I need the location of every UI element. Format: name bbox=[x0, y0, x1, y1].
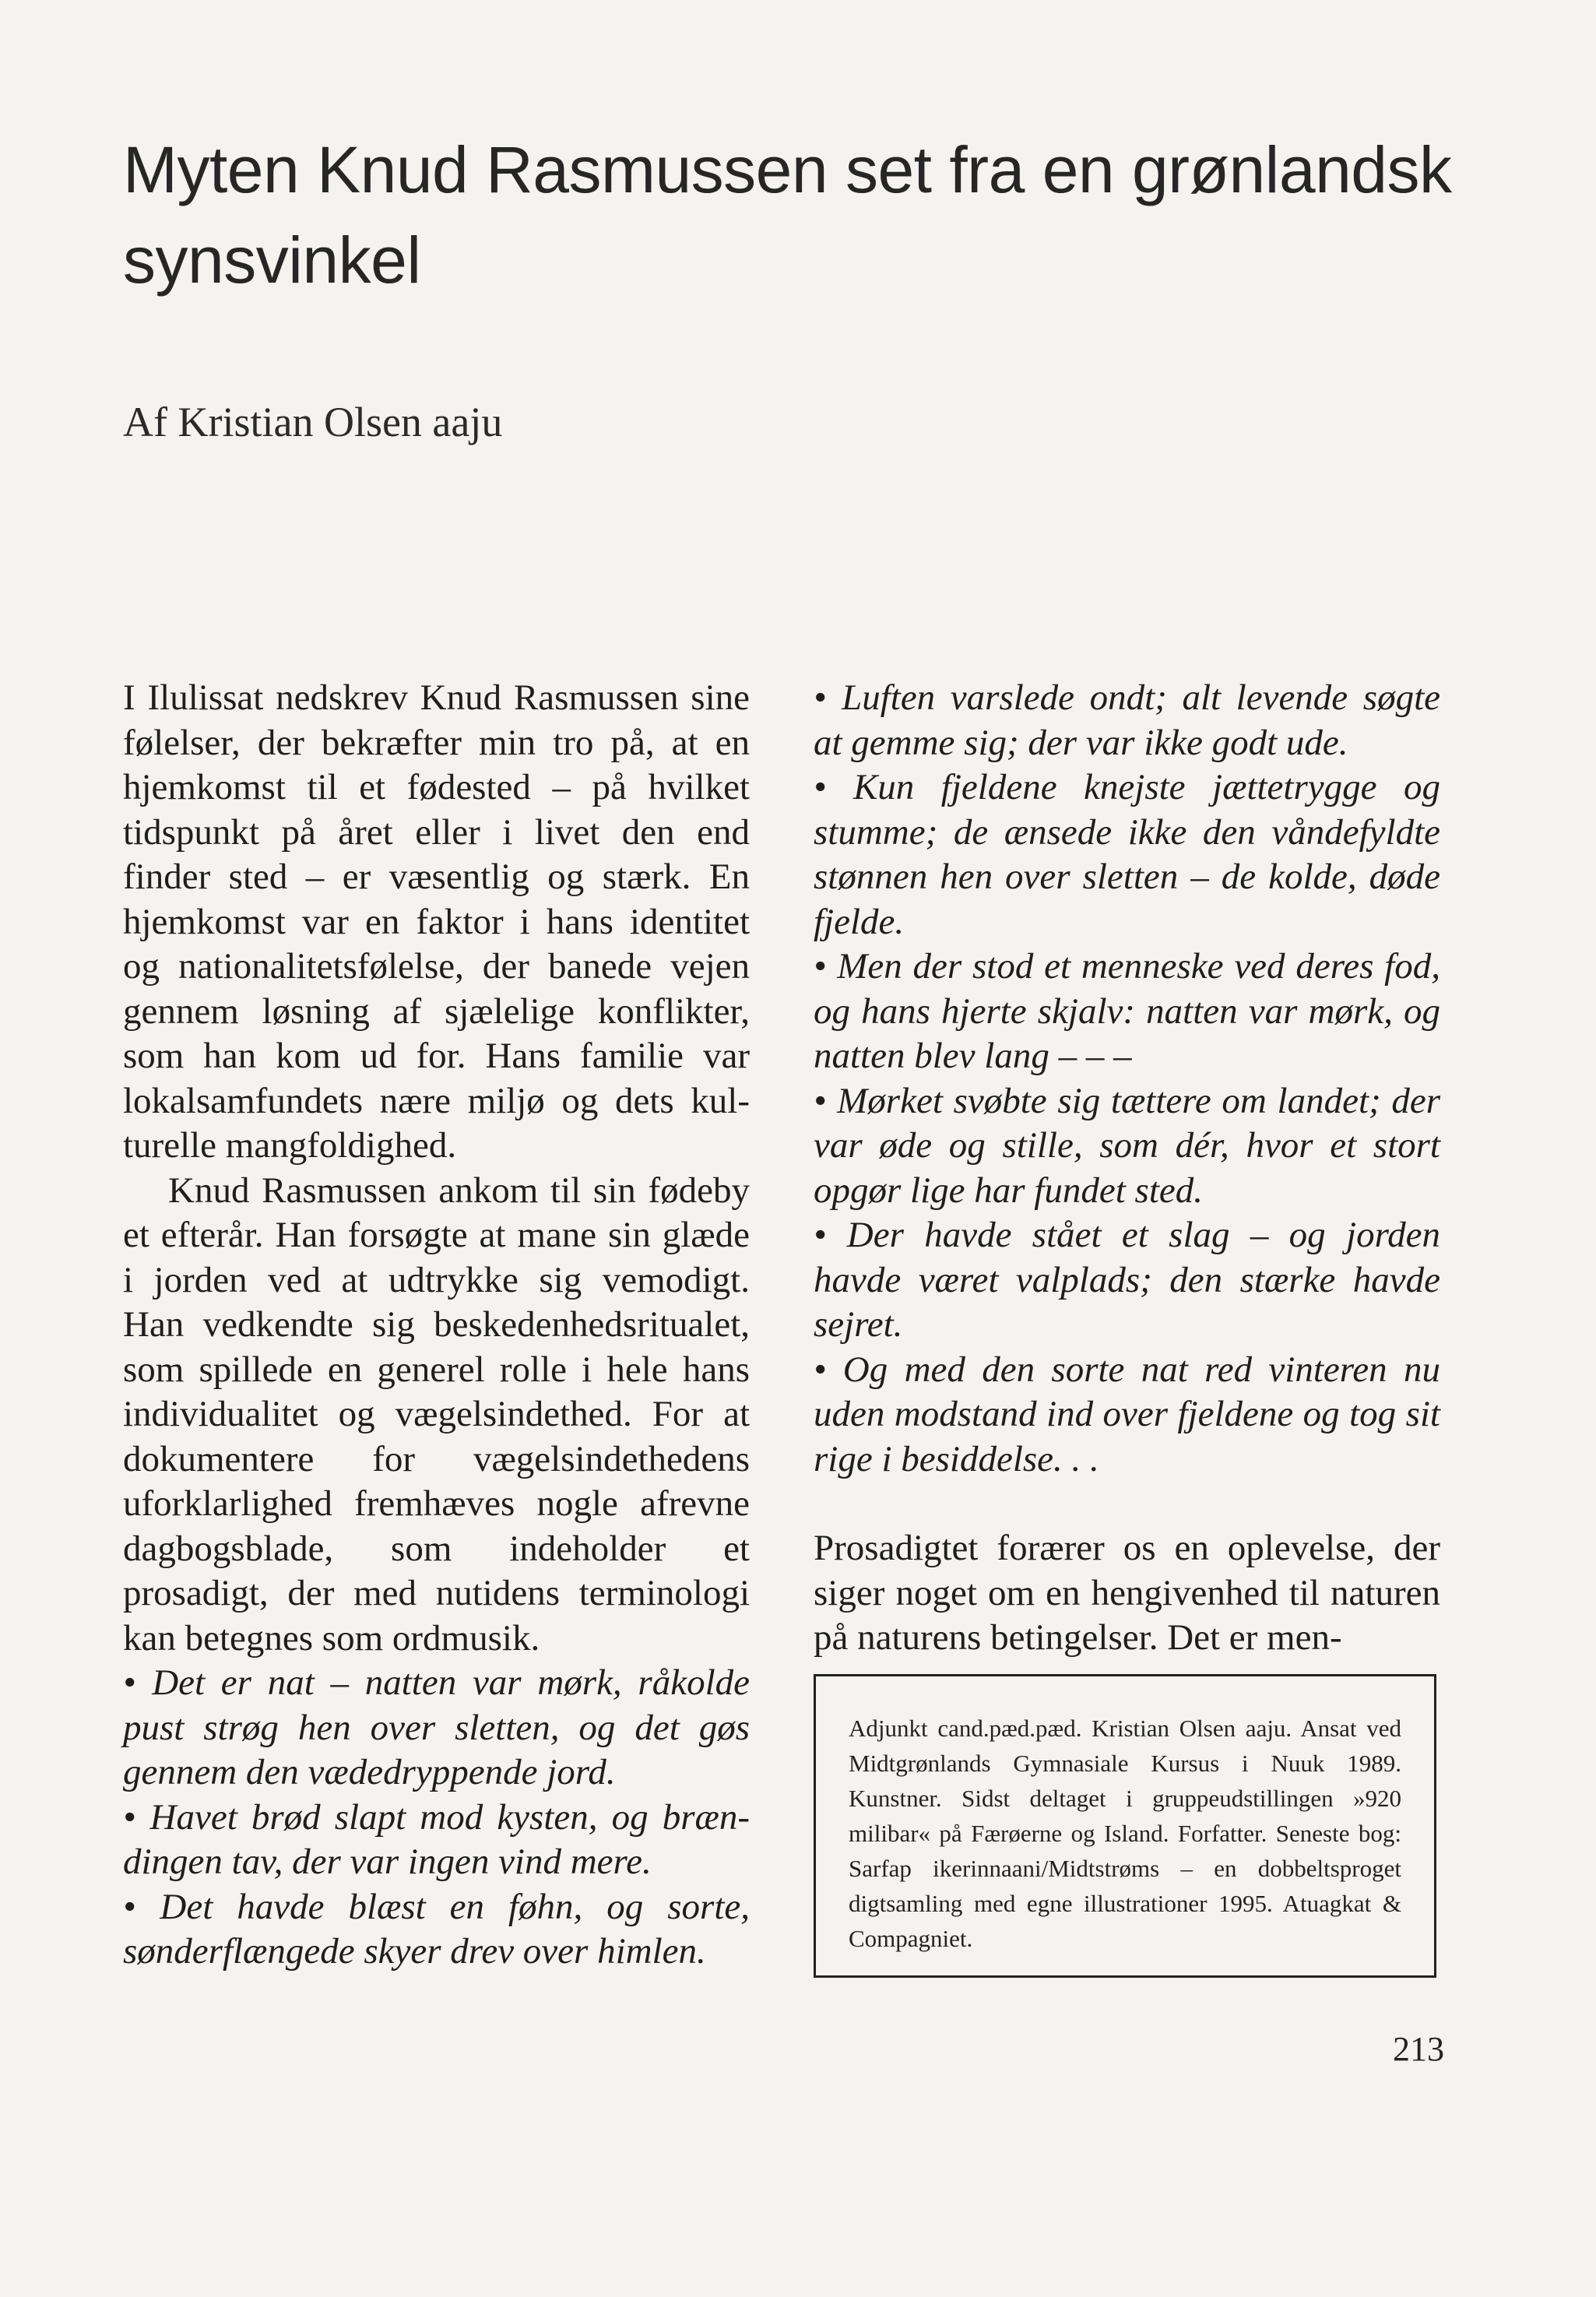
poem-stanza: • Luften varslede ondt; alt levende søgte at gemme sig; der var ikke godt ude. bbox=[814, 677, 1440, 763]
left-column bbox=[123, 676, 750, 1975]
body-paragraph: Knud Rasmussen ankom til sin fødeby et efterår. Han forsøgte at mane sin glæde i jorden ved at udtrykke sig vemodigt. Han vedkendte sig beskedenhedsritualet, som spillede en generel rolle i hele hans individualitet og vægelsindethed. For at dokumentere for vægelsindethedens uforklarlighed fremhæves nogle afrevne dagbogsblade, som indeholder et prosadigt, der med nutidens terminologi kan betegnes som ordmusik. bbox=[123, 1170, 750, 1659]
poem-stanza: • Havet brød slapt mod kysten, og brændingen tav, der var ingen vind mere. bbox=[123, 1796, 750, 1882]
poem-stanza: • Der havde stået et slag – og jorden havde været valplads; den stærke havde sejret. bbox=[814, 1215, 1440, 1345]
poem-stanza: • Og med den sorte nat red vinteren nu uden modstand ind over fjeldene og tog sit rige i besiddelse. . . bbox=[814, 1349, 1440, 1479]
poem-stanza: • Mørket svøbte sig tættere om landet; der var øde og stille, som dér, hvor et stort opgør lige har fundet sted. bbox=[814, 1080, 1440, 1211]
prose-poem bbox=[123, 1661, 750, 1975]
prose-poem bbox=[814, 676, 1440, 1482]
author-byline: Af Kristian Olsen aaju bbox=[123, 399, 503, 445]
body-paragraph: I Ilulissat nedskrev Knud Rasmussen sine følelser, der bekræfter min tro på, at en hjemkomst til et fødested – på hvilket tidspunkt på året eller i livet den end finder sted – er væsentlig og stærk. En hjemkomst var en faktor i hans identitet og nationalitetsfølelse, der banede vejen gennem løsning af sjælelige konflikter, som han kom ud for. Hans familie var lokalsamfundets nære miljø og dets kulturelle mangfoldighed. bbox=[123, 677, 750, 1166]
page-number: 213 bbox=[1393, 2030, 1444, 2068]
right-column bbox=[814, 676, 1440, 1661]
poem-stanza: • Det havde blæst en føhn, og sorte, sønderflængede skyer drev over himlen. bbox=[123, 1886, 750, 1972]
paragraph-gap bbox=[814, 1482, 1440, 1526]
poem-stanza: • Men der stod et menneske ved deres fod, og hans hjerte skjalv: natten var mørk, og natten blev lang – – – bbox=[814, 946, 1440, 1076]
body-paragraph: Prosadigtet forærer os en oplevelse, der siger noget om en hengivenhed til naturen på naturens betingelser. Det er men- bbox=[814, 1528, 1440, 1658]
author-bio-box: Adjunkt cand.pæd.pæd. Kristian Olsen aaju. Ansat ved Midtgrønlands Gymnasiale Kursus i Nuuk 1989. Kunstner. Sidst deltaget i gruppeudstillingen »920 milibar« på Færøerne og Island. Forfatter. Seneste bog: Sarfap ikerinnaani/Midtstrøms – en dobbeltsproget digtsamling med egne illustrationer 1995. Atuagkat & Compagniet. bbox=[814, 1674, 1436, 1978]
article-title: Myten Knud Rasmussen set fra en grønlandsk synsvinkel bbox=[123, 133, 1452, 297]
poem-stanza: • Det er nat – natten var mørk, råkolde pust strøg hen over sletten, og det gøs gennem den vædedryppende jord. bbox=[123, 1662, 750, 1792]
poem-stanza: • Kun fjeldene knejste jættetrygge og stumme; de ænsede ikke den våndefyldte stønnen hen over sletten – de kolde, døde fjelde. bbox=[814, 767, 1440, 942]
